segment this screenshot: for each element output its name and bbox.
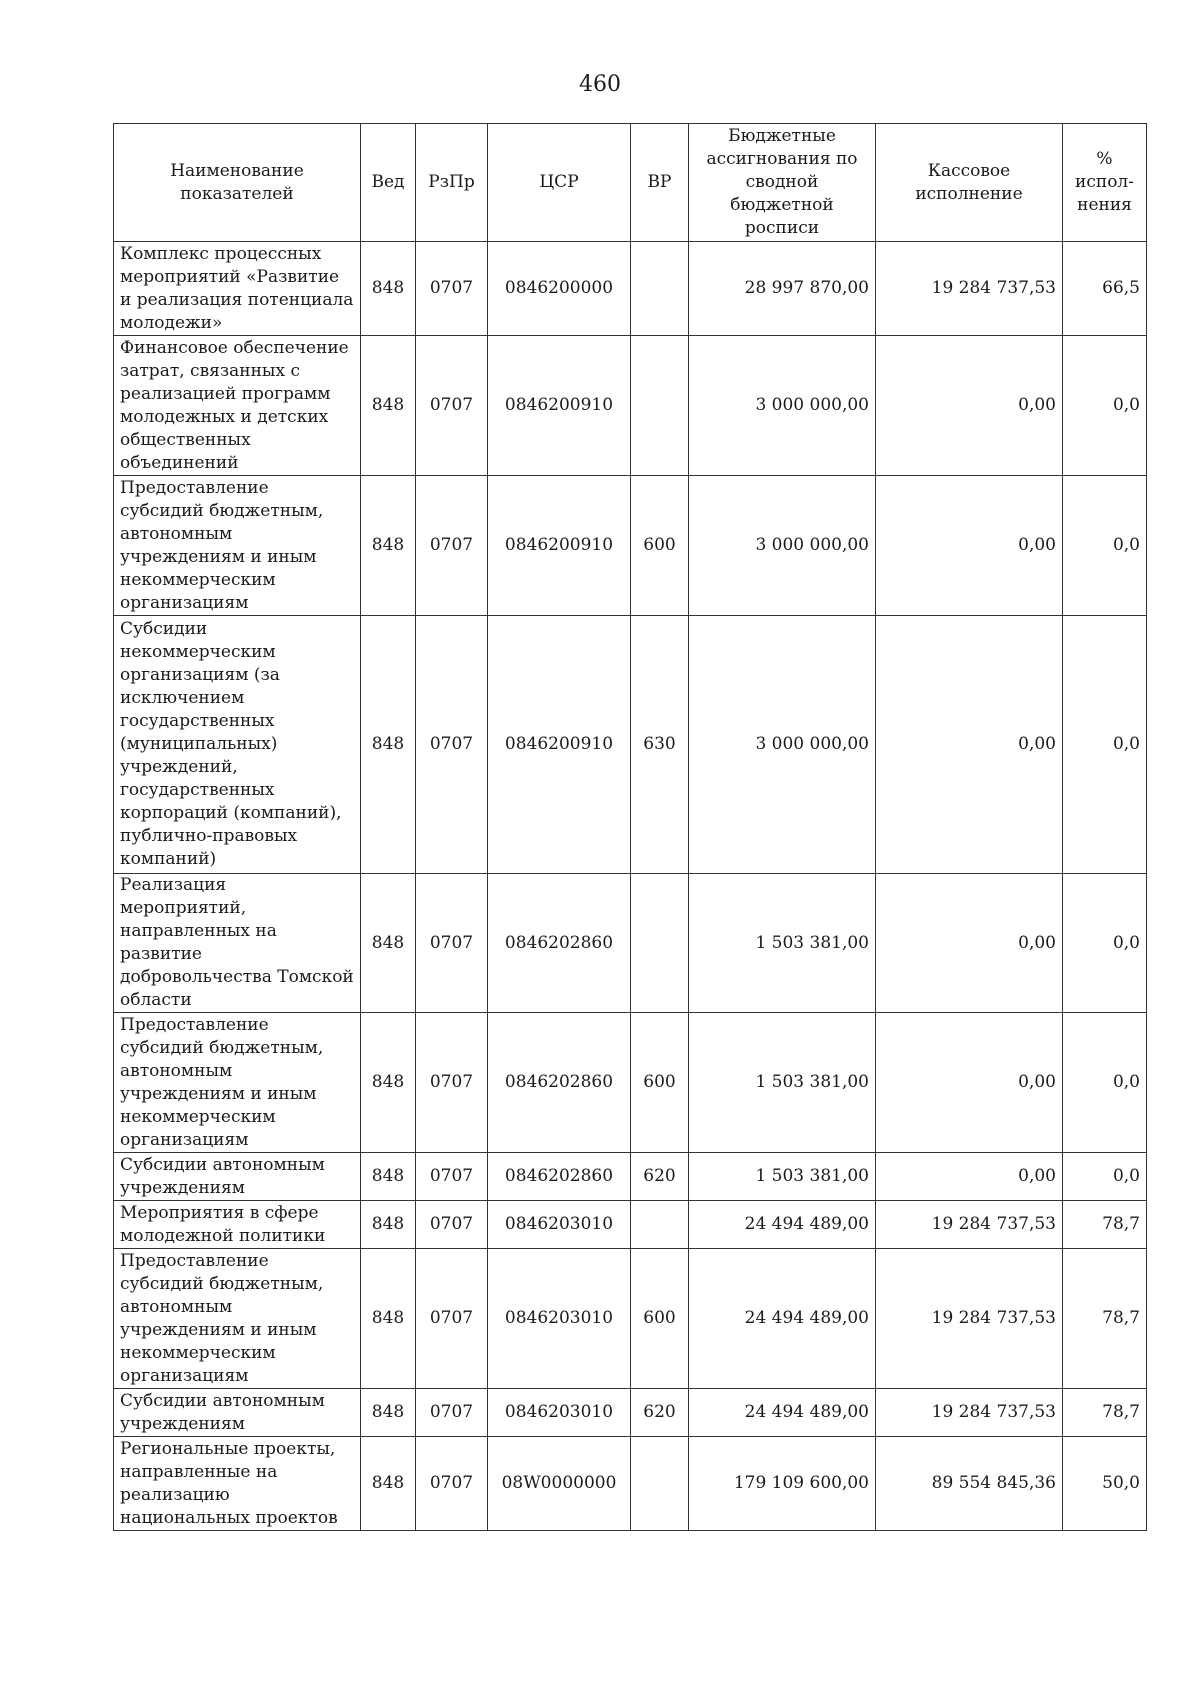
cell-rzpr: 0707	[416, 1013, 488, 1153]
cell-name: Комплекс процессных мероприятий «Развитие и реализация потенциала молодежи»	[114, 242, 361, 336]
cell-assignments: 179 109 600,00	[689, 1437, 876, 1531]
header-execution: Кассовое исполнение	[876, 124, 1063, 242]
cell-name: Мероприятия в сфере молодежной политики	[114, 1201, 361, 1249]
cell-vr: 600	[631, 476, 689, 616]
table-row	[114, 242, 1147, 336]
cell-name: Субсидии автономным учреждениям	[114, 1153, 361, 1201]
cell-execution: 0,00	[876, 616, 1063, 874]
table-row	[114, 1201, 1147, 1249]
header-csr: ЦСР	[488, 124, 631, 242]
cell-rzpr: 0707	[416, 476, 488, 616]
table-header-row	[114, 124, 1147, 242]
cell-vr	[631, 1201, 689, 1249]
cell-ved: 848	[361, 874, 416, 1013]
cell-execution: 19 284 737,53	[876, 1389, 1063, 1437]
cell-csr: 0846202860	[488, 1153, 631, 1201]
cell-assignments: 24 494 489,00	[689, 1389, 876, 1437]
header-ved: Вед	[361, 124, 416, 242]
cell-ved: 848	[361, 1013, 416, 1153]
table-row	[114, 336, 1147, 476]
cell-rzpr: 0707	[416, 616, 488, 874]
cell-csr: 0846203010	[488, 1389, 631, 1437]
table-row	[114, 1437, 1147, 1531]
cell-vr: 600	[631, 1249, 689, 1389]
table-row	[114, 476, 1147, 616]
cell-vr: 630	[631, 616, 689, 874]
cell-rzpr: 0707	[416, 1389, 488, 1437]
cell-csr: 0846200000	[488, 242, 631, 336]
cell-execution: 0,00	[876, 476, 1063, 616]
cell-assignments: 3 000 000,00	[689, 616, 876, 874]
cell-ved: 848	[361, 1201, 416, 1249]
cell-vr	[631, 874, 689, 1013]
cell-assignments: 1 503 381,00	[689, 874, 876, 1013]
table-row	[114, 1153, 1147, 1201]
header-percent: % испол-нения	[1063, 124, 1147, 242]
cell-assignments: 1 503 381,00	[689, 1153, 876, 1201]
cell-csr: 0846202860	[488, 874, 631, 1013]
cell-name: Предоставление субсидий бюджетным, автономным учреждениям и иным некоммерческим организациям	[114, 1013, 361, 1153]
cell-csr: 0846202860	[488, 1013, 631, 1153]
cell-percent: 78,7	[1063, 1249, 1147, 1389]
cell-percent: 0,0	[1063, 336, 1147, 476]
table-row	[114, 616, 1147, 874]
cell-assignments: 3 000 000,00	[689, 336, 876, 476]
cell-percent: 0,0	[1063, 1153, 1147, 1201]
cell-execution: 19 284 737,53	[876, 1249, 1063, 1389]
header-vr: ВР	[631, 124, 689, 242]
cell-csr: 08W0000000	[488, 1437, 631, 1531]
cell-name: Реализация мероприятий, направленных на развитие добровольчества Томской области	[114, 874, 361, 1013]
cell-vr: 600	[631, 1013, 689, 1153]
cell-percent: 78,7	[1063, 1201, 1147, 1249]
table-row	[114, 1249, 1147, 1389]
cell-csr: 0846200910	[488, 336, 631, 476]
table-row	[114, 874, 1147, 1013]
cell-csr: 0846200910	[488, 476, 631, 616]
header-rzpr: РзПр	[416, 124, 488, 242]
header-name: Наименование показателей	[114, 124, 361, 242]
cell-vr: 620	[631, 1389, 689, 1437]
cell-execution: 0,00	[876, 1153, 1063, 1201]
cell-execution: 0,00	[876, 874, 1063, 1013]
cell-ved: 848	[361, 1389, 416, 1437]
header-assignments: Бюджетные ассигнования по сводной бюджетной росписи	[689, 124, 876, 242]
budget-execution-table	[113, 123, 1147, 1531]
table-row	[114, 1013, 1147, 1153]
cell-rzpr: 0707	[416, 1201, 488, 1249]
cell-name: Субсидии некоммерческим организациям (за исключением государственных (муниципальных) учреждений, государственных корпораций (компаний), публично-правовых компаний)	[114, 616, 361, 874]
cell-assignments: 1 503 381,00	[689, 1013, 876, 1153]
cell-csr: 0846203010	[488, 1249, 631, 1389]
cell-assignments: 3 000 000,00	[689, 476, 876, 616]
cell-rzpr: 0707	[416, 336, 488, 476]
cell-execution: 0,00	[876, 336, 1063, 476]
cell-ved: 848	[361, 1437, 416, 1531]
cell-ved: 848	[361, 616, 416, 874]
cell-name: Региональные проекты, направленные на реализацию национальных проектов	[114, 1437, 361, 1531]
cell-ved: 848	[361, 242, 416, 336]
cell-name: Предоставление субсидий бюджетным, автономным учреждениям и иным некоммерческим организациям	[114, 1249, 361, 1389]
cell-percent: 78,7	[1063, 1389, 1147, 1437]
cell-rzpr: 0707	[416, 874, 488, 1013]
cell-csr: 0846200910	[488, 616, 631, 874]
cell-name: Финансовое обеспечение затрат, связанных с реализацией программ молодежных и детских общественных объединений	[114, 336, 361, 476]
cell-percent: 66,5	[1063, 242, 1147, 336]
cell-execution: 19 284 737,53	[876, 1201, 1063, 1249]
cell-ved: 848	[361, 476, 416, 616]
cell-vr	[631, 1437, 689, 1531]
cell-execution: 0,00	[876, 1013, 1063, 1153]
cell-rzpr: 0707	[416, 1437, 488, 1531]
cell-rzpr: 0707	[416, 1153, 488, 1201]
cell-percent: 50,0	[1063, 1437, 1147, 1531]
cell-csr: 0846203010	[488, 1201, 631, 1249]
cell-percent: 0,0	[1063, 874, 1147, 1013]
table-row	[114, 1389, 1147, 1437]
cell-execution: 19 284 737,53	[876, 242, 1063, 336]
cell-percent: 0,0	[1063, 1013, 1147, 1153]
cell-percent: 0,0	[1063, 616, 1147, 874]
cell-execution: 89 554 845,36	[876, 1437, 1063, 1531]
cell-name: Субсидии автономным учреждениям	[114, 1389, 361, 1437]
cell-assignments: 24 494 489,00	[689, 1201, 876, 1249]
cell-vr	[631, 242, 689, 336]
cell-vr	[631, 336, 689, 476]
cell-name: Предоставление субсидий бюджетным, автономным учреждениям и иным некоммерческим организациям	[114, 476, 361, 616]
cell-assignments: 28 997 870,00	[689, 242, 876, 336]
cell-rzpr: 0707	[416, 1249, 488, 1389]
cell-percent: 0,0	[1063, 476, 1147, 616]
cell-vr: 620	[631, 1153, 689, 1201]
cell-rzpr: 0707	[416, 242, 488, 336]
cell-assignments: 24 494 489,00	[689, 1249, 876, 1389]
page-number: 460	[579, 72, 621, 97]
cell-ved: 848	[361, 1153, 416, 1201]
cell-ved: 848	[361, 1249, 416, 1389]
cell-ved: 848	[361, 336, 416, 476]
